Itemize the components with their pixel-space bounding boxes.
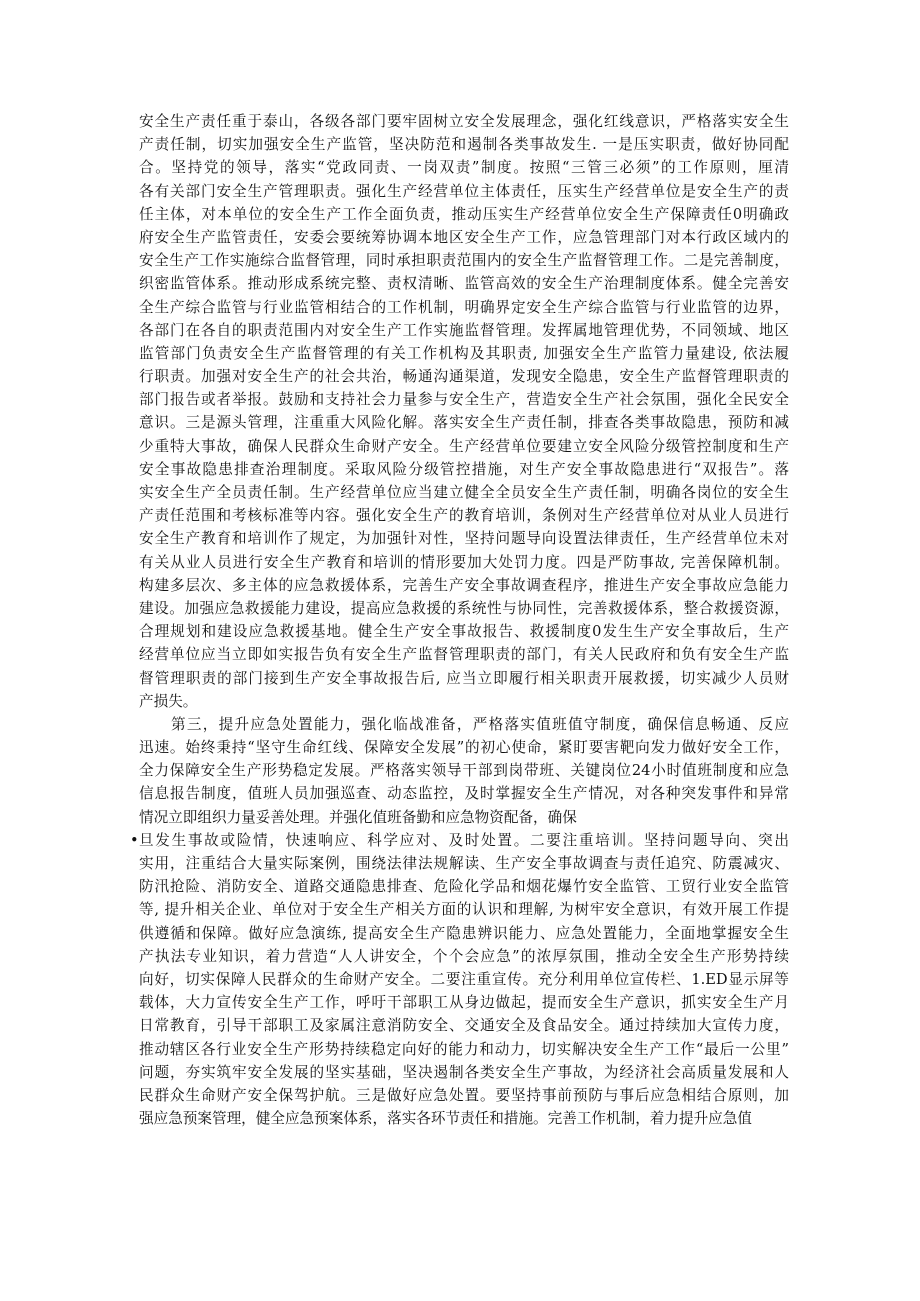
text-line: 部门报告或者举报。鼓励和支持社会力量参与安全生产，营造安全生产社会氛围，强化全民安全 — [139, 391, 789, 409]
text-line: 府安全生产监管责任，安委会要统筹协调本地区安全生产工作，应急管理部门对本行政区域内的 — [139, 228, 789, 246]
text-line: 产责任制，切实加强安全生产监管，坚决防范和遏制各类事故发生. 一是压实职责，做好协同配 — [139, 136, 789, 154]
paragraph-training-publicity — [130, 829, 789, 1130]
text-line: 载体，大力宣传安全生产工作，呼吁干部职工从身边做起，提而安全生产意识，抓实安全生产月 — [139, 994, 789, 1012]
text-line: 信息报告制度，值班人员加强巡查、动态监控，及时掌握安全生产情况，对各种突发事件和异常 — [139, 785, 789, 803]
text-line: 供遵循和保障。做好应急演练, 提高安全生产隐患辨识能力、应急处置能力，全面地掌握安全生 — [139, 924, 789, 942]
text-line: 产损失。 — [139, 692, 198, 710]
text-line: 织密监管体系。推动形成系统完整、责权清晰、监管高效的安全生产治理制度体系。健全完善安 — [139, 275, 789, 293]
text-line: 安全生产责任重于泰山，各级各部门要牢固树立安全发展理念，强化红线意识，严格落实安全生 — [139, 113, 789, 130]
paragraph-emergency-capability — [139, 713, 789, 829]
text-line: 意识。三是源头管理，注重重大风险化解。落实安全生产责任制，排查各类事故隐患，预防和减 — [139, 414, 789, 432]
text-line: 少重特大事故，确保人民群众生命财产安全。生产经营单位要建立安全风险分级管控制度和生产 — [139, 437, 789, 455]
text-line: 安全生产教育和培训作了规定，为加强针对性，坚持问题导向设置法律责任，生产经营单位未对 — [139, 530, 789, 548]
text-line: 经营单位应当立即如实报告负有安全生产监督管理职责的部门，有关人民政府和负有安全生产监 — [139, 646, 789, 664]
text-line: 全生产综合监管与行业监管相结合的工作机制，明确界定安全生产综合监管与行业监管的边界， — [139, 298, 789, 316]
text-line: 向好，切实保障人民群众的生命财产安全。二要注重宣传。充分利用单位宣传栏、1.ED显示屏等 — [139, 970, 789, 988]
document-body — [130, 110, 789, 1130]
text-line: 民群众生命财产安全保驾护航。三是做好应急处置。要坚持事前预防与事后应急相结合原则，加 — [139, 1086, 789, 1104]
paragraph-responsibility — [139, 110, 789, 713]
text-line: 合理规划和建设应急救援基地。健全生产安全事故报告、救援制度0发生生产安全事故后，生产 — [139, 623, 789, 641]
text-line: 迅速。始终秉持“坚守生命红线、保障安全发展”的初心使命，紧盯要害靶向发力做好安全工作， — [139, 739, 789, 757]
text-line: 强应急预案管理，健全应急预案体系，落实各环节责任和措施。完善工作机制，着力提升应急值 — [139, 1110, 752, 1128]
text-line: 监管部门负责安全生产监督管理的有关工作机构及其职责, 加强安全生产监管力量建设, 依法履 — [139, 344, 789, 362]
text-line: 日常教育，引导干部职工及家属注意消防安全、交通安全及食品安全。通过持续加大宣传力度， — [139, 1017, 789, 1035]
text-line: 等, 提升相关企业、单位对于安全生产相关方面的认识和理解, 为树牢安全意识，有效开展工作提 — [139, 901, 789, 919]
text-line: • 旦发生事故或险情，快速响应、科学应对、及时处置。二要注重培训。坚持问题导向、突出 — [139, 829, 789, 852]
text-line: 实安全生产全员责任制。生产经营单位应当建立健全全员安全生产责任制，明确各岗位的安全生 — [139, 484, 789, 501]
text-line: 产责任范围和考核标准等内容。强化安全生产的教育培训，条例对生产经营单位对从业人员进行 — [139, 507, 789, 525]
text-line: 各有关部门安全生产管理职责。强化生产经营单位主体责任，压实生产经营单位是安全生产的责 — [139, 182, 789, 200]
text-line: 行职责。加强对安全生产的社会共治，畅通沟通渠道，发现安全隐患，安全生产监督管理职责的 — [139, 368, 789, 386]
text-line: 防汛抢险、消防安全、道路交通隐患排查、危险化学品和烟花爆竹安全监管、工贸行业安全监管 — [139, 878, 789, 896]
text-line: 第三，提升应急处置能力，强化临战准备，严格落实值班值守制度，确保信息畅通、反应 — [171, 715, 789, 733]
text-line: 产执法专业知识，着力营造“人人讲安全，个个会应急”的浓厚氛围，推动全安全生产形势持续 — [139, 947, 789, 965]
text-line: 全力保障安全生产形势稳定发展。严格落实领导干部到岗带班、关键岗位24小时值班制度和应急 — [139, 762, 789, 780]
text-line: 合。坚持党的领导，落实“党政同责、一岗双责”制度。按照“三管三必须”的工作原则，厘清 — [139, 159, 789, 177]
text-line: 建设。加强应急救援能力建设，提高应急救援的系统性与协同性，完善救援体系，整合救援资源， — [139, 599, 789, 617]
text-line: 督管理职责的部门接到生产安全事故报告后, 应当立即履行相关职责开展救援，切实减少人员财 — [139, 669, 789, 687]
text-line: 推动辖区各行业安全生产形势持续稳定向好的能力和动力，切实解决安全生产工作“最后一公里” — [139, 1040, 789, 1058]
text-line: 安全生产工作实施综合监督管理，同时承担职责范围内的安全生产监督管理工作。二是完善制度， — [139, 252, 789, 270]
bullet-marker: • — [130, 831, 139, 849]
text-line: 构建多层次、多主体的应急救援体系，完善生产安全事故调查程序，推进生产安全事故应急能力 — [139, 576, 789, 594]
text-line: 各部门在各自的职责范围内对安全生产工作实施监督管理。发挥属地管理优势，不同领域、地区 — [139, 321, 789, 339]
text-line: 任主体，对本单位的安全生产工作全面负责，推动压实生产经营单位安全生产保障责任0明确政 — [139, 205, 789, 223]
text-line: 有关从业人员进行安全生产教育和培训的情形要加大处罚力度。四是严防事故, 完善保障机制。 — [139, 553, 789, 571]
text-line: 实用，注重结合大量实际案例，围绕法律法规解读、生产安全事故调查与责任追究、防震减灾、 — [139, 855, 789, 872]
text-line: 情况立即组织力量妥善处理。并强化值班备勤和应急物资配备，确保 — [139, 808, 577, 826]
text-line: 安全事故隐患排查治理制度。采取风险分级管控措施，对生产安全事故隐患进行“双报告”。落 — [139, 460, 789, 478]
text-line: 问题，夯实筑牢安全发展的坚实基础，坚决遏制各类安全生产事故，为经济社会高质量发展和人 — [139, 1063, 789, 1081]
